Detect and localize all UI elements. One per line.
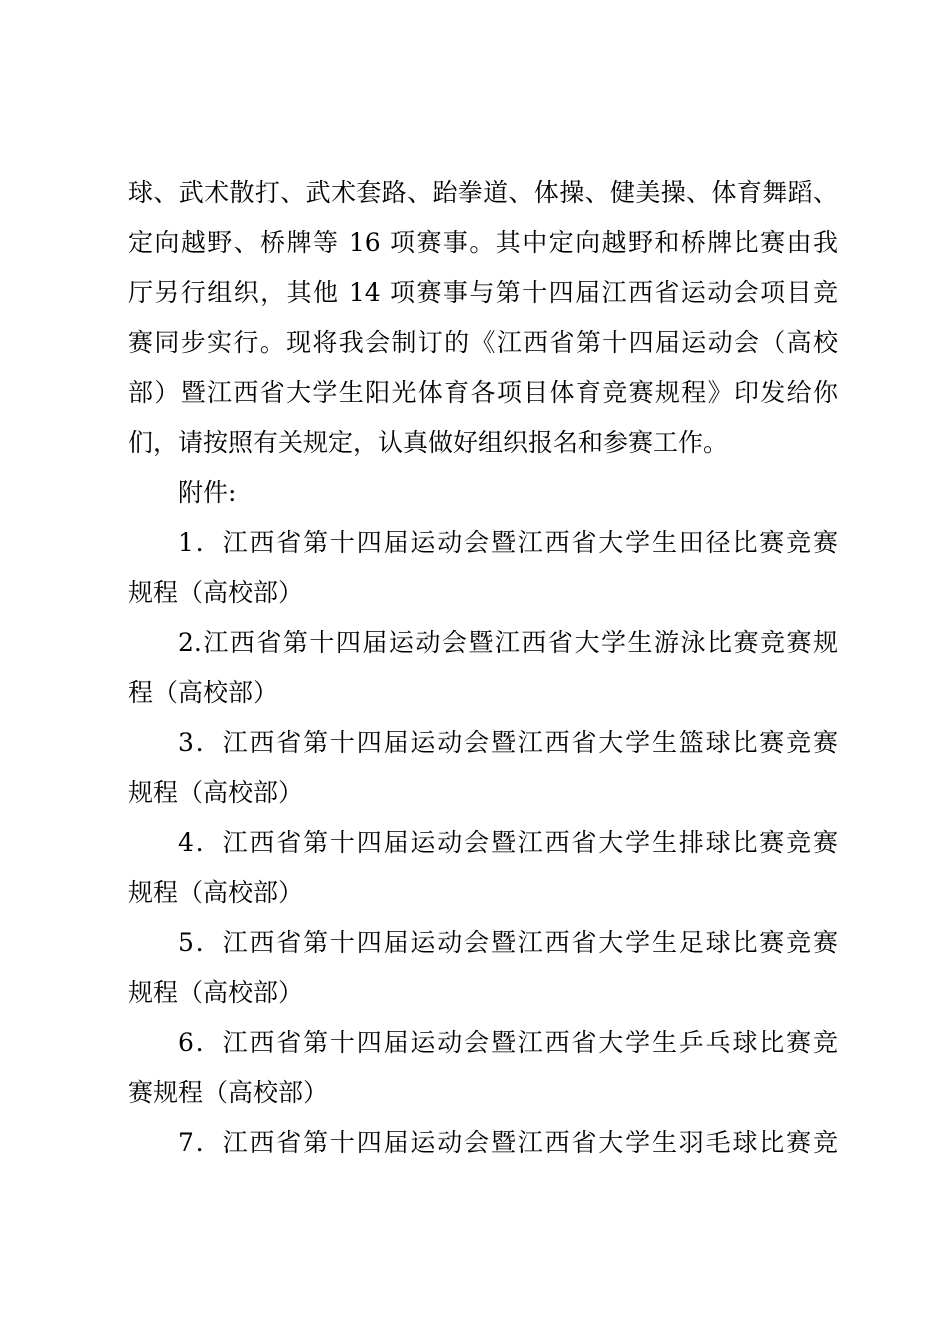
attachment-item: [128, 718, 838, 818]
attachment-item: [128, 1118, 838, 1168]
body-text-line: 们，请按照有关规定，认真做好组织报名和参赛工作。: [128, 428, 729, 457]
attachment-title-line: 2.江西省第十四届运动会暨江西省大学生游泳比赛竞赛规: [178, 628, 838, 657]
attachment-title-line: 规程（高校部）: [128, 878, 304, 907]
attachment-title-line: 7．江西省第十四届运动会暨江西省大学生羽毛球比赛竞: [178, 1128, 838, 1157]
attachment-item: [128, 618, 838, 718]
attachment-item: [128, 1018, 838, 1118]
attachment-title-line: 5．江西省第十四届运动会暨江西省大学生足球比赛竞赛: [178, 928, 838, 957]
attachment-title-line: 规程（高校部）: [128, 978, 304, 1007]
attachment-list: [128, 518, 838, 1168]
attachment-label: 附件:: [178, 478, 237, 507]
attachment-item: [128, 818, 838, 918]
attachment-title-line: 3．江西省第十四届运动会暨江西省大学生篮球比赛竞赛: [178, 728, 838, 757]
attachment-item: [128, 518, 838, 618]
attachment-title-line: 赛规程（高校部）: [128, 1078, 329, 1107]
attachment-item: [128, 918, 838, 1018]
attachment-title-line: 规程（高校部）: [128, 778, 304, 807]
attachment-title-line: 规程（高校部）: [128, 578, 304, 607]
body-text-line: 定向越野、桥牌等 16 项赛事。其中定向越野和桥牌比赛由我: [128, 228, 838, 257]
document-body: [128, 168, 838, 1168]
attachment-title-line: 1．江西省第十四届运动会暨江西省大学生田径比赛竞赛: [178, 528, 838, 557]
intro-paragraph: [128, 168, 838, 468]
attachment-title-line: 程（高校部）: [128, 678, 279, 707]
body-text-line: 厅另行组织，其他 14 项赛事与第十四届江西省运动会项目竞: [128, 278, 838, 307]
attachment-title-line: 6．江西省第十四届运动会暨江西省大学生乒乓球比赛竞: [178, 1028, 838, 1057]
attachment-title-line: 4．江西省第十四届运动会暨江西省大学生排球比赛竞赛: [178, 828, 838, 857]
body-text-line: 部）暨江西省大学生阳光体育各项目体育竞赛规程》印发给你: [128, 378, 838, 407]
body-text-line: 赛同步实行。现将我会制订的《江西省第十四届运动会（高校: [128, 328, 838, 357]
body-text-line: 球、武术散打、武术套路、跆拳道、体操、健美操、体育舞蹈、: [128, 178, 838, 207]
